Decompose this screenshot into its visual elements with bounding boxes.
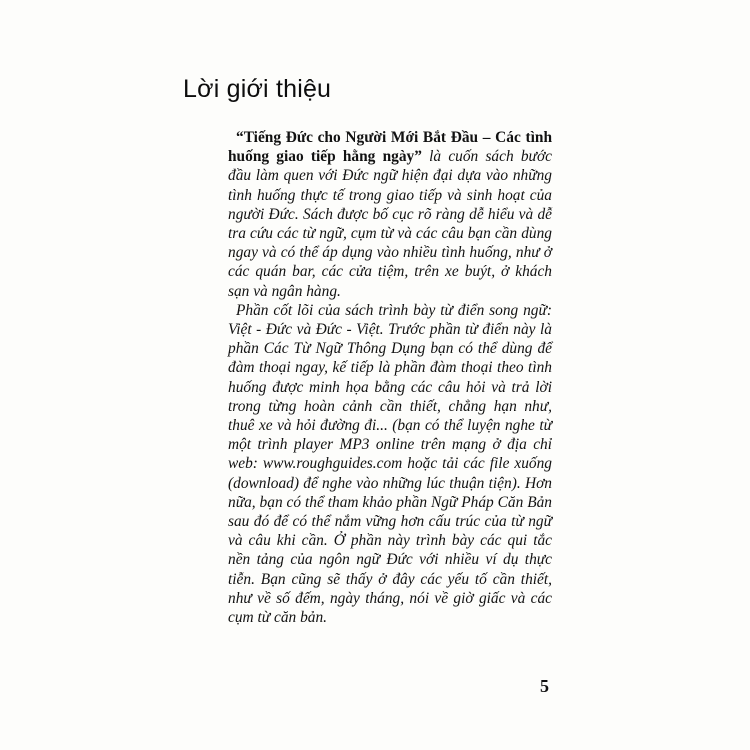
paragraph-intro — [228, 128, 552, 301]
body-text — [228, 128, 552, 627]
paragraph-core: Phần cốt lõi của sách trình bày từ điển song ngữ: Việt - Đức và Đức - Việt. Trước phần từ điển này là phần Các Từ Ngữ Thông Dụng bạn có thể dùng để đàm thoại ngay, kế tiếp là phần đàm thoại theo tình huống được minh họa bằng các câu hỏi và trả lời trong từng hoàn cảnh cần thiết, chẳng hạn như, thuê xe và hỏi đường đi... (bạn có thể luyện nghe từ một trình player MP3 online trên mạng ở địa chỉ web: www.roughguides.com hoặc tải các file xuống (download) để nghe vào những lúc thuận tiện). Hơn nữa, bạn có thể tham khảo phần Ngữ Pháp Căn Bản sau đó để có thể nắm vững hơn cấu trúc của từ ngữ và câu khi cần. Ở phần này trình bày các qui tắc nền tảng của ngôn ngữ Đức với nhiều ví dụ thực tiễn. Bạn cũng sẽ thấy ở đây các yếu tố cần thiết, như về số đếm, ngày tháng, nói về giờ giấc và các cụm từ căn bản. — [228, 301, 552, 627]
page-number: 5 — [540, 676, 549, 696]
book-title-quote: “Tiếng Đức cho Người Mới Bắt Đầu – Các tình huống giao tiếp hằng ngày” — [228, 129, 552, 166]
page-title: Lời giới thiệu — [183, 75, 332, 103]
paragraph-intro-text: là cuốn sách bước đầu làm quen với Đức ngữ hiện đại dựa vào những tình huống thực tế trong giao tiếp và sinh hoạt của người Đức. Sách được bố cục rõ ràng dễ hiểu và dễ tra cứu các từ ngữ, cụm từ và các câu bạn cần dùng ngay và có thể áp dụng vào nhiều tình huống, như ở các quán bar, các cửa tiệm, trên xe buýt, ở khách sạn và ngân hàng. — [228, 148, 552, 300]
